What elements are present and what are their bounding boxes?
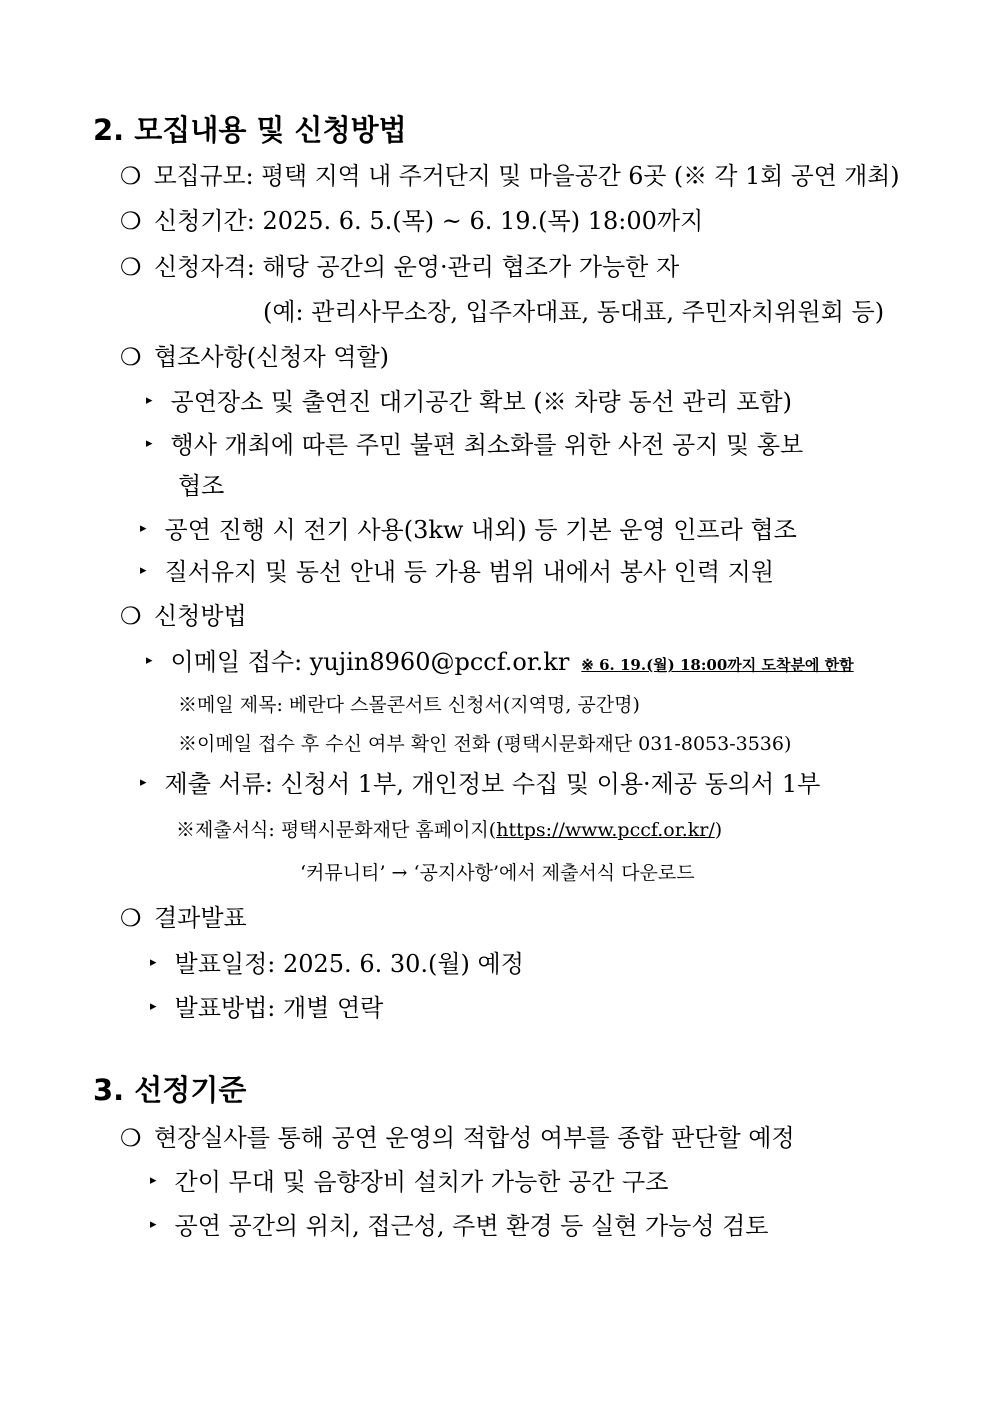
cooperation-item: ▸ 질서유지 및 동선 안내 등 가용 범위 내에서 봉사 인력 지원 (140, 558, 775, 586)
form-download-note: ※제출서식: 평택시문화재단 홈페이지(https://www.pccf.or.kr/) (176, 819, 723, 841)
triangle-bullet-icon: ▸ (150, 998, 157, 1014)
cooperation-item-continued: 협조 (178, 472, 225, 500)
circle-bullet-icon: ❍ (120, 207, 142, 235)
section3-title: 3. 선정기준 (93, 1073, 247, 1107)
circle-bullet-icon: ❍ (120, 904, 142, 932)
triangle-bullet-icon: ▸ (150, 954, 157, 970)
email-deadline-note: ※ 6. 19.(월) 18:00까지 도착분에 한함 (581, 656, 854, 674)
circle-bullet-icon: ❍ (120, 602, 142, 630)
triangle-bullet-icon: ▸ (140, 562, 147, 578)
result-method: ▸ 발표방법: 개별 연락 (150, 994, 384, 1022)
section2-title: 2. 모집내용 및 신청방법 (93, 113, 407, 147)
qualification-example: (예: 관리사무소장, 입주자대표, 동대표, 주민자치위원회 등) (263, 298, 885, 326)
triangle-bullet-icon: ▸ (146, 392, 153, 408)
submit-documents: ▸ 제출 서류: 신청서 1부, 개인정보 수집 및 이용·제공 동의서 1부 (140, 770, 821, 798)
apply-qualification: ❍ 신청자격: 해당 공간의 운영·관리 협조가 가능한 자 (120, 253, 680, 281)
cooperation-item: ▸ 행사 개최에 따른 주민 불편 최소화를 위한 사전 공지 및 홍보 (146, 431, 804, 459)
circle-bullet-icon: ❍ (120, 162, 142, 190)
selection-item: ▸ 간이 무대 및 음향장비 설치가 가능한 공간 구조 (150, 1168, 669, 1196)
form-download-path: ‘커뮤니티’ → ‘공지사항’에서 제출서식 다운로드 (300, 862, 695, 884)
result-date: ▸ 발표일정: 2025. 6. 30.(월) 예정 (150, 950, 524, 978)
method-title: ❍ 신청방법 (120, 602, 247, 630)
circle-bullet-icon: ❍ (120, 1124, 142, 1152)
cooperation-item: ▸ 공연 진행 시 전기 사용(3kw 내외) 등 기본 운영 인프라 협조 (140, 516, 797, 544)
apply-period: ❍ 신청기간: 2025. 6. 5.(목) ~ 6. 19.(목) 18:00까지 (120, 207, 704, 235)
result-title: ❍ 결과발표 (120, 904, 247, 932)
cooperation-item: ▸ 공연장소 및 출연진 대기공간 확보 (※ 차량 동선 관리 포함) (146, 388, 792, 416)
cooperation-title: ❍ 협조사항(신청자 역할) (120, 343, 390, 371)
triangle-bullet-icon: ▸ (146, 435, 153, 451)
homepage-link[interactable]: https://www.pccf.or.kr/ (496, 819, 715, 841)
circle-bullet-icon: ❍ (120, 253, 142, 281)
triangle-bullet-icon: ▸ (140, 774, 147, 790)
triangle-bullet-icon: ▸ (150, 1172, 157, 1188)
triangle-bullet-icon: ▸ (150, 1216, 157, 1232)
triangle-bullet-icon: ▸ (140, 520, 147, 536)
email-subject-note: ※메일 제목: 베란다 스몰콘서트 신청서(지역명, 공간명) (178, 694, 640, 716)
selection-item: ▸ 공연 공간의 위치, 접근성, 주변 환경 등 실현 가능성 검토 (150, 1212, 769, 1240)
triangle-bullet-icon: ▸ (146, 652, 153, 668)
selection-main: ❍ 현장실사를 통해 공연 운영의 적합성 여부를 종합 판단할 예정 (120, 1124, 795, 1152)
email-confirm-note: ※이메일 접수 후 수신 여부 확인 전화 (평택시문화재단 031-8053-3536) (178, 733, 792, 755)
email-submission: ▸ 이메일 접수: yujin8960@pccf.or.kr ※ 6. 19.(월) 18:00까지 도착분에 한함 (146, 648, 854, 676)
circle-bullet-icon: ❍ (120, 343, 142, 371)
recruit-scale: ❍ 모집규모: 평택 지역 내 주거단지 및 마을공간 6곳 (※ 각 1회 공연 개최) (120, 162, 900, 190)
